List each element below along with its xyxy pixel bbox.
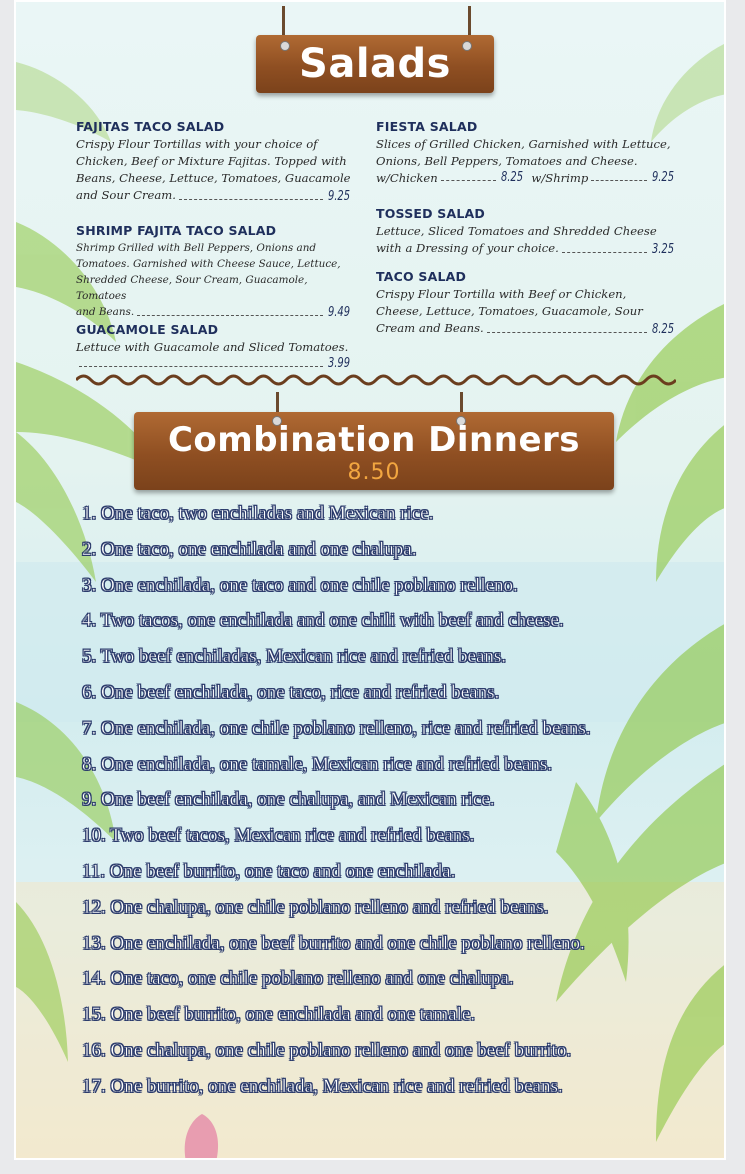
leader-dots — [179, 199, 323, 200]
wavy-divider — [76, 370, 676, 390]
item-description: Lettuce with Guacamole and Sliced Tomatoes. — [76, 340, 349, 354]
item-price: 8.25 — [651, 322, 675, 337]
item-price: 9.25 — [327, 189, 351, 204]
combination-price: 8.50 — [347, 460, 401, 485]
item-description: Lettuce, Sliced Tomatoes and Shredded Cheese — [376, 224, 657, 238]
item-description: Crispy Flour Tortilla with Beef or Chicken, Cheese, Lettuce, Tomatoes, Guacamole, Sour — [376, 287, 643, 318]
item-price: 9.49 — [327, 305, 351, 320]
sign-rope — [282, 6, 285, 38]
item-description: Crispy Flour Tortillas with your choice of Chicken, Beef or Mixture Fajitas. Topped with Beans, Cheese, Lettuce, Tomatoes, Guacamole — [76, 137, 351, 185]
salads-sign — [256, 35, 494, 93]
item-description-tail: and Beans. — [76, 306, 135, 318]
combination-item: 9. One beef enchilada, one chalupa, and Mexican rice. — [82, 789, 495, 811]
item-name: TOSSED SALAD — [376, 206, 485, 221]
leader-dots — [79, 366, 323, 367]
leader-dots — [137, 315, 323, 316]
item-description-tail: Cream and Beans. — [376, 321, 484, 335]
combination-item: 5. Two beef enchiladas, Mexican rice and refried beans. — [82, 646, 507, 668]
combination-item: 2. One taco, one enchilada and one chalupa. — [82, 538, 417, 560]
salad-item-guacamole — [76, 322, 352, 371]
combination-item: 4. Two tacos, one enchilada and one chili with beef and cheese. — [82, 610, 564, 632]
item-price: 3.25 — [651, 242, 675, 257]
leader-dots — [441, 180, 497, 181]
sign-rope — [468, 6, 471, 38]
salads-title: Salads — [299, 41, 451, 87]
leader-dots — [591, 180, 647, 181]
item-description-tail: with a Dressing of your choice. — [376, 241, 559, 255]
combination-dinners-sign — [134, 412, 614, 490]
combination-item: 16. One chalupa, one chile poblano relleno and one beef burrito. — [82, 1039, 572, 1061]
combination-item: 7. One enchilada, one chile poblano relleno, rice and refried beans. — [82, 717, 591, 739]
item-name: SHRIMP FAJITA TACO SALAD — [76, 223, 277, 238]
salad-item-fajitas-taco — [76, 119, 352, 204]
combination-item: 11. One beef burrito, one taco and one enchilada. — [82, 860, 456, 882]
combination-item: 6. One beef enchilada, one taco, rice and refried beans. — [82, 681, 500, 703]
item-description-tail: and Sour Cream. — [76, 188, 176, 202]
combination-item: 12. One chalupa, one chile poblano relleno and refried beans. — [82, 896, 549, 918]
combination-item: 10. Two beef tacos, Mexican rice and refried beans. — [82, 825, 475, 847]
option-price: 9.25 — [651, 170, 675, 185]
item-name: TACO SALAD — [376, 269, 467, 284]
item-name: FIESTA SALAD — [376, 119, 478, 134]
salad-item-fiesta — [376, 119, 676, 185]
salad-item-taco — [376, 269, 676, 337]
leader-dots — [487, 332, 647, 333]
option-price: 8.25 — [501, 170, 524, 185]
salad-item-tossed — [376, 206, 676, 257]
option-label: w/Chicken — [376, 171, 438, 185]
item-name: FAJITAS TACO SALAD — [76, 119, 225, 134]
item-description: Slices of Grilled Chicken, Garnished with Lettuce, Onions, Bell Peppers, Tomatoes and Cheese. — [376, 137, 671, 168]
option-label: w/Shrimp — [531, 171, 589, 185]
combination-item: 15. One beef burrito, one enchilada and one tamale. — [82, 1004, 476, 1026]
combination-item: 3. One enchilada, one taco and one chile poblano relleno. — [82, 574, 518, 596]
item-description: Shrimp Grilled with Bell Peppers, Onions and Tomatoes. Garnished with Cheese Sauce, Lettuce, Shredded Cheese, Sour Cream, Guacamole, Tomatoes — [76, 242, 341, 302]
combination-list — [82, 496, 702, 1105]
combination-item: 17. One burrito, one enchilada, Mexican rice and refried beans. — [82, 1075, 563, 1097]
menu-page — [14, 0, 726, 1160]
salad-item-shrimp-fajita-taco — [76, 223, 352, 320]
combination-item: 8. One enchilada, one tamale, Mexican rice and refried beans. — [82, 753, 553, 775]
leader-dots — [562, 252, 647, 253]
combination-item: 1. One taco, two enchiladas and Mexican rice. — [82, 503, 434, 524]
combination-item: 13. One enchilada, one beef burrito and one chile poblano relleno. — [82, 932, 585, 954]
item-name: GUACAMOLE SALAD — [76, 322, 219, 337]
combination-item: 14. One taco, one chile poblano relleno and one chalupa. — [82, 968, 514, 990]
combination-dinners-title: Combination Dinners — [167, 420, 581, 460]
item-price: 3.99 — [327, 356, 351, 371]
